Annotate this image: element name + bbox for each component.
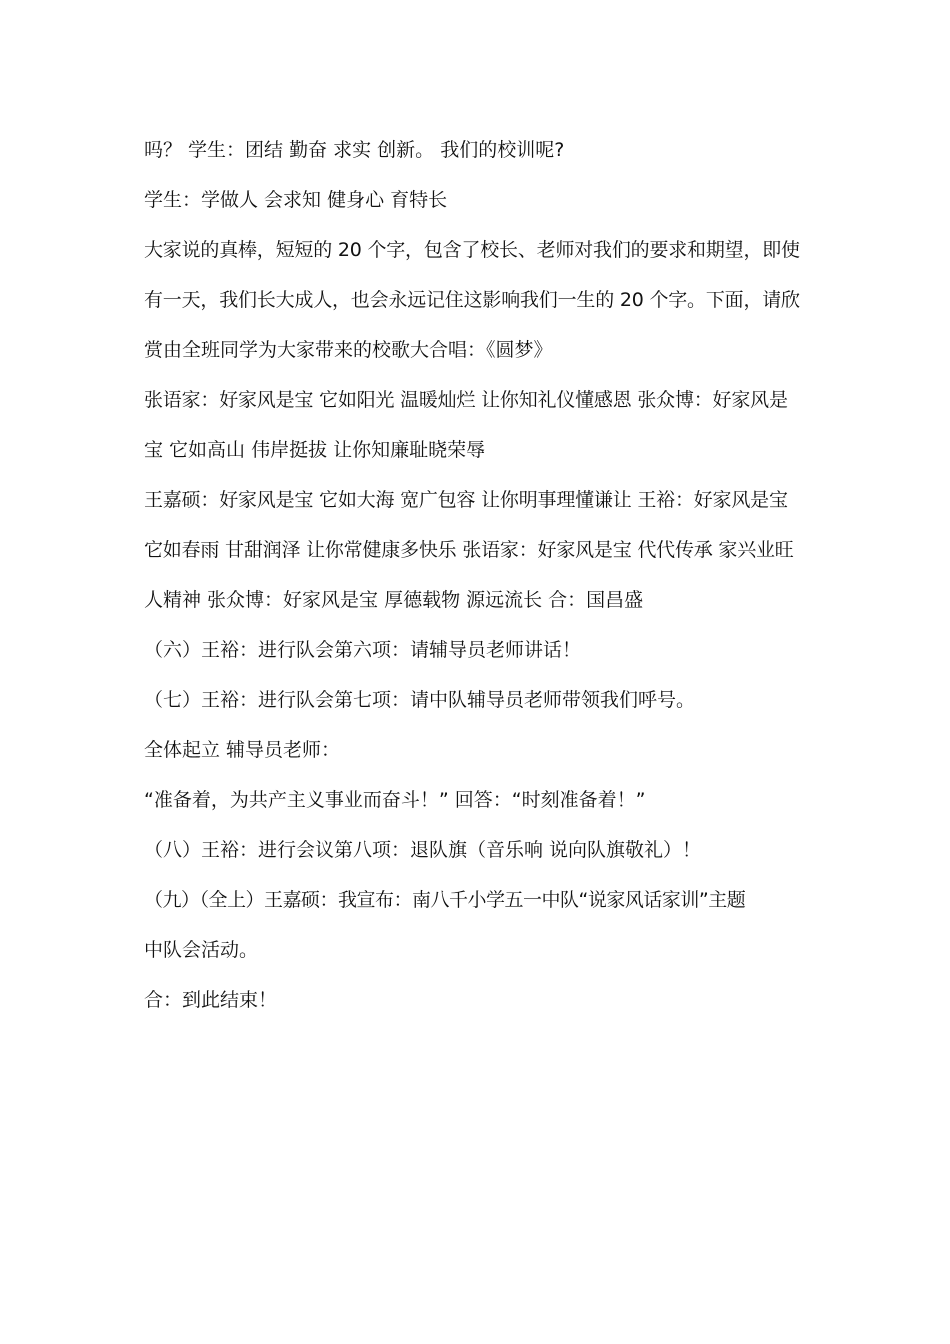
text-line: 它如春雨 甘甜润泽 让你常健康多快乐 张语家：好家风是宝 代代传承 家兴业旺	[144, 539, 794, 561]
text-line: “准备着，为共产主义事业而奋斗！” 回答：“时刻准备着！”	[144, 789, 646, 811]
text-line: 宝 它如高山 伟岸挺拔 让你知廉耻晓荣辱	[144, 439, 486, 461]
document-body	[144, 132, 814, 1032]
text-line: （九）（全上）王嘉硕：我宣布：南八千小学五一中队“说家风话家训”主题	[144, 889, 746, 911]
text-line: 王嘉硕：好家风是宝 它如大海 宽广包容 让你明事理懂谦让 王裕：好家风是宝	[144, 489, 788, 511]
text-line: 中队会活动。	[144, 939, 259, 961]
text-line: （七）王裕：进行队会第七项：请中队辅导员老师带领我们呼号。	[144, 689, 696, 711]
text-line: 大家说的真棒，短短的 20 个字，包含了校长、老师对我们的要求和期望，即使	[144, 239, 800, 261]
text-line: 学生：学做人 会求知 健身心 育特长	[144, 189, 448, 211]
text-line: （八）王裕：进行会议第八项：退队旗（音乐响 说向队旗敬礼）！	[144, 839, 702, 861]
text-line: 合：到此结束！	[144, 989, 278, 1011]
text-line: 人精神 张众博：好家风是宝 厚德载物 源远流长 合：国昌盛	[144, 589, 644, 611]
text-line: 吗？ 学生：团结 勤奋 求实 创新。 我们的校训呢?	[144, 139, 565, 161]
text-line: 赏由全班同学为大家带来的校歌大合唱：《圆梦》	[144, 339, 553, 361]
text-line: 有一天，我们长大成人，也会永远记住这影响我们一生的 20 个字。下面，请欣	[144, 289, 800, 311]
text-line: 全体起立 辅导员老师：	[144, 739, 341, 761]
text-line: （六）王裕：进行队会第六项：请辅导员老师讲话！	[144, 639, 582, 661]
text-line: 张语家：好家风是宝 它如阳光 温暖灿烂 让你知礼仪懂感恩 张众博：好家风是	[144, 389, 788, 411]
